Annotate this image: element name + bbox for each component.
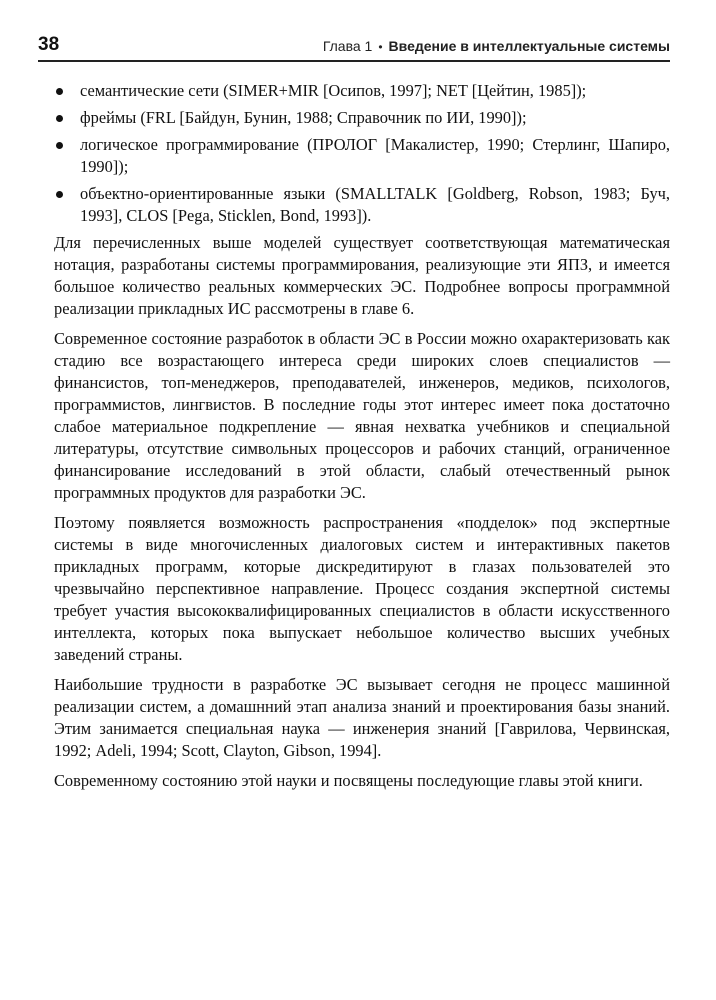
bullet-text: логическое программирование (ПРОЛОГ [Макалистер, 1990; Стерлинг, Шапиро, 1990]);	[80, 135, 670, 176]
paragraph: Поэтому появляется возможность распространения «подделок» под экспертные системы в виде многочисленных диалоговых систем и интерактивных пакетов прикладных программ, которые дискредитируют в глазах пользователей это чрезвычайно перспективное направление. Процесс создания экспертной системы требует участия высококвалифицированных специалистов в области искусственного интеллекта, которых пока выпускает небольшое количество высших учебных заведений страны.	[54, 513, 670, 664]
bullet-icon	[56, 142, 63, 149]
chapter-title: Введение в интеллектуальные системы	[388, 38, 670, 54]
bullet-item	[54, 134, 670, 178]
paragraph: Современное состояние разработок в области ЭС в России можно охарактеризовать как стадию все возрастающего интереса среди широких слоев специалистов — финансистов, топ-менеджеров, преподавателей, инженеров, медиков, психологов, программистов, лингвистов. В последние годы этот интерес имеет пока достаточно слабое материальное подкрепление — явная нехватка учебников и специальной литературы, отсутствие символьных процессоров и рабочих станций, ограниченное финансирование исследований в этой области, слабый отечественный рынок программных продуктов для разработки ЭС.	[54, 329, 670, 502]
bullet-item	[54, 80, 670, 102]
bullet-list	[54, 80, 670, 227]
paragraph: Для перечисленных выше моделей существует соответствующая математическая нотация, разработаны системы программирования, реализующие эти ЯПЗ, и имеется большое количество реальных коммерческих ЭС. Подробнее вопросы программной реализации прикладных ИС рассмотрены в главе 6.	[54, 233, 670, 318]
page-number: 38	[38, 34, 60, 55]
bullet-icon	[56, 115, 63, 122]
bullet-text: фреймы (FRL [Байдун, Бунин, 1988; Справочник по ИИ, 1990]);	[80, 108, 527, 127]
bullet-text: объектно-ориентированные языки (SMALLTALK [Goldberg, Robson, 1983; Буч, 1993], CLOS [Pega, Sticklen, Bond, 1993]).	[80, 184, 670, 225]
paragraph: Современному состоянию этой науки и посвящены последующие главы этой книги.	[54, 771, 643, 790]
running-head	[323, 37, 670, 56]
bullet-item	[54, 183, 670, 227]
chapter-label: Глава 1	[322, 38, 373, 54]
separator-dot: •	[378, 40, 383, 54]
bullet-icon	[56, 88, 63, 95]
bullet-text: семантические сети (SIMER+MIR [Осипов, 1997]; NET [Цейтин, 1985]);	[80, 81, 587, 100]
page-body	[54, 80, 670, 800]
page-header	[38, 34, 670, 62]
bullet-item	[54, 107, 670, 129]
bullet-icon	[56, 191, 63, 198]
paragraph: Наибольшие трудности в разработке ЭС вызывает сегодня не процесс машинной реализации систем, а домашнний этап анализа знаний и проектирования базы знаний. Этим занимается специальная наука — инженерия знаний [Гаврилова, Червинская, 1992; Adeli, 1994; Scott, Clayton, Gibson, 1994].	[54, 675, 670, 760]
